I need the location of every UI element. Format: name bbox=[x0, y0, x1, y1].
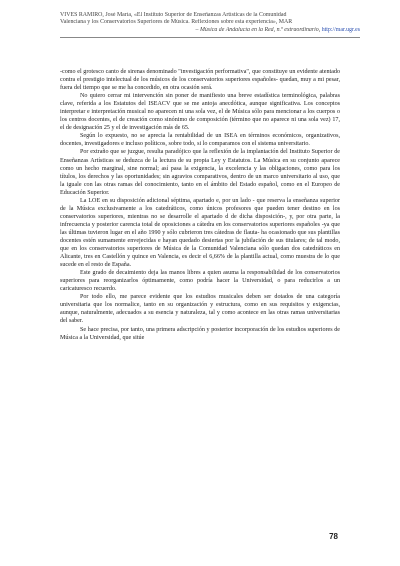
paragraph-1: -como el grotesco canto de sirenas denominado "investigación performativa", que constituye un evidente atentado contra el prestigio intelectual de los músicos de los conservatorios superiores españoles- quedan, muy a mi pesar, fuera del tiempo que se me ha concedido, en otra ocasión será. bbox=[60, 69, 340, 92]
header-citation-line-3 bbox=[60, 27, 360, 34]
header-journal-name: – Música de Andalucía en la Red, n.º extraordinario, bbox=[195, 26, 322, 33]
paragraph-6: Este grado de decaimiento deja las manos libres a quien asuma la responsabilidad de los conservatorios superiores para reorganizarlos óptimamente, como podría hacer la Universidad, o para reducirlos a un caricaturesco recuerdo. bbox=[60, 270, 340, 293]
paragraph-8: Se hace precisa, por tanto, una primera adscripción y posterior incorporación de los estudios superiores de Música a la Universidad, que sitúe bbox=[60, 326, 340, 341]
header-divider bbox=[60, 37, 360, 38]
paragraph-2: No quiero cerrar mi intervención sin poner de manifiesto una breve estadística terminológica, palabras clave, referida a los Estatutos del ISEACV que se me antoja anecdótica, aunque significativa. Los conceptos interpretar e interpretación musical no aparecen ni una sola vez, el de Música sólo para mencionar a los cuerpos o los centros docentes, el de creación como sinónimo de composición (término que no aparece ni una sola vez) 17, el de designación 25 y el de investigación más de 65. bbox=[60, 93, 340, 132]
paragraph-4: Por extraño que se juzgue, resulta paradójico que la reflexión de la implantación del Instituto Superior de Enseñanzas Artísticas se deduzca de la lectura de su propia Ley y Estatutos. La Música en su conjunto aparece como un hecho marginal, sine normal; así pasa la exigencia, la excelencia y las obligaciones, como para los títulos, los derechos y las oportunidades; sin agravios comparativos, dentro de un marco universitario al uso, que la iguale con las otras ramas del conocimiento, tanto en el ámbito del Estado español, como en el Europeo de Educación Superior. bbox=[60, 149, 340, 196]
article-body bbox=[60, 68, 340, 342]
journal-url-link[interactable]: http://mar.ugr.es bbox=[321, 26, 360, 33]
running-header bbox=[60, 12, 360, 38]
header-citation-line-2: Valenciana y los Conservatorios Superiores de Música. Reflexiones sobre esta experiencia», MAR bbox=[60, 19, 293, 26]
page-number: 78 bbox=[329, 532, 338, 541]
paragraph-5: La LOE en su disposición adicional séptima, apartado e, por un lado - que reserva la enseñanza superior de la Música exclusivamente a los catedráticos, como únicos profesores que pueden tener destino en los conservatorios superiores, mientras no se desarrolle el apartado d de dicha disposición-, y, por otra parte, la infrecuencia y posterior carencia total de oposiciones a cátedra en los conservatorios superiores españoles -ya que las últimas tuvieron lugar en el año 1990 y sólo cubrieron tres cátedras de flauta- ha ocasionado que sus plantillas docentes estén sumamente envejecidas e hayan quedado desiertas por la jubilación de sus titulares; de tal modo, que en los conservatorios superiores de Música de la Comunidad Valenciana sólo quedan dos catedráticos en Alicante, tres en Castellón y quince en Valencia, es decir el 6,66% de la plantilla actual, como muestra de lo que sucede en el resto de España. bbox=[60, 197, 340, 269]
header-citation-line-1: VIVES RAMIRO, José María, «El Instituto Superior de Enseñanzas Artísticas de la Comunidad bbox=[60, 12, 287, 18]
paragraph-3: Según lo expuesto, no se aprecia la rentabilidad de un ISEA en términos económicos, organizativos, docentes, investigadores e incluso políticos, sobre todo, si lo comparamos con el sistema universitario. bbox=[60, 133, 340, 148]
paragraph-7: Por todo ello, me parece evidente que los estudios musicales deben ser dotados de una categoría universitaria que los normalice, tanto en su organización y estructura, como en sus requisitos y exigencias, aunque, naturalmente, adecuados a su esencia y naturaleza, tal y como acontece en las otras ramas universitarias del saber. bbox=[60, 294, 340, 325]
